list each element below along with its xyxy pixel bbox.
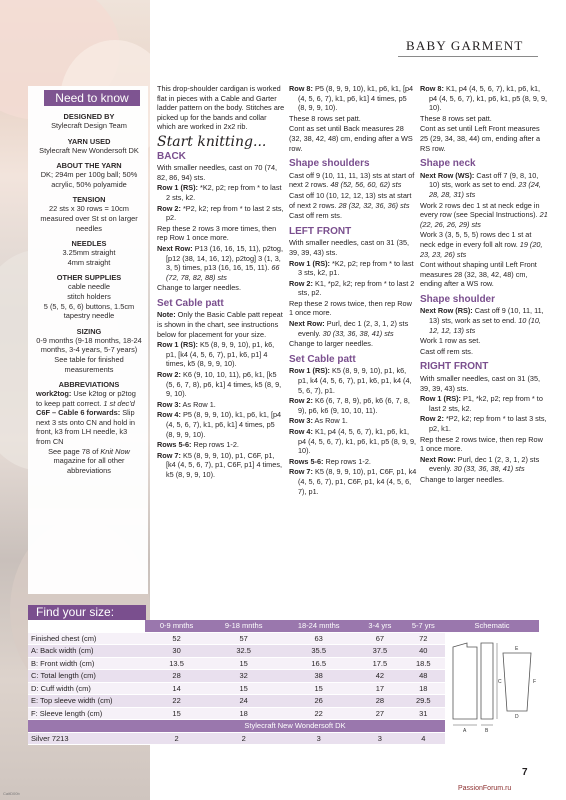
table-row: E: Top sleeve width (cm) 22 24 26 28 29.5 [28,695,539,708]
yarn-used-text: Stylecraft New Wondersoft DK [39,145,139,155]
table-header-row [28,620,539,632]
abbr-see-page: See page 78 of Knit Now magazine for all other abbreviations [48,446,130,475]
cable-row: Row 7: K5 (8, 9, 9, 10), p1, C6F, p1, [k4 (4, 5, 6, 7), p1, C6F, p1] 4 times, k5 (8, 9, 9, 10). [157,450,282,479]
left-front-row: Row 2: K1, *p2, k2; rep from * to last 2 sts, p2. [289,278,415,298]
neck-step: Work 3 (3, 5, 5, 5) rows dec 1 st at neck edge in every foll alt row. 19 (20, 23, 23, 26) sts [420,230,543,259]
back-repeat: Rep these 2 rows 3 more times, then rep Row 1 once more. [157,223,277,243]
designed-by-heading: DESIGNED BY [63,112,115,121]
sizing-heading: SIZING [76,326,102,336]
schematic-cell [445,632,539,745]
left-front-next-row: Next Row: Purl, dec 1 (2, 3, 1, 2) sts evenly. 30 (33, 36, 38, 41) sts [289,319,409,338]
table-row: B: Front width (cm) 13.5 15 16.5 17.5 18.5 [28,657,539,670]
right-front-change-needles: Change to larger needles. [420,474,504,484]
left-front-change-needles: Change to larger needles. [289,339,373,349]
column-1 [157,84,285,481]
shoulder-step: Work 1 row as set. [420,336,481,346]
cable-row: Rows 5-6: Rep rows 1-2. [157,440,239,450]
set-cable-heading-2: Set Cable patt [289,353,356,365]
needles-heading: NEEDLES [71,239,107,249]
yarn-band-label: Stylecraft New Wondersoft DK [145,720,445,733]
sizing-note: See table for finished measurements [54,354,124,374]
col-header: 0-9 mnths [145,620,208,632]
title-rule [398,56,538,57]
right-front-next-row: Next Row: Purl, dec 1 (2, 3, 1, 2) sts evenly. 30 (33, 36, 38, 41) sts [420,454,540,474]
about-yarn-heading: ABOUT THE YARN [56,161,122,171]
designed-by-text: Stylecraft Design Team [51,121,127,130]
sizing-text: 0-9 months (9-18 months, 18-24 months, 3-4 years, 5-7 years) [36,335,142,355]
table-row: Finished chest (cm) 52 57 63 67 72 A B C D E F [28,632,539,645]
table-row: Silver 7213 2 2 3 3 4 [28,732,539,745]
left-front-row: Row 1 (RS): *K2, p2; rep from * to last 3 sts, k2, p1. [289,258,414,278]
col-header: 3-4 yrs [358,620,401,632]
neck-step: Next Row (WS): Cast off 7 (9, 8, 10, 10) sts, work as set to end. 23 (24, 28, 28, 31) sts [420,170,541,199]
neck-step: Cont without shaping until Left Front measures 28 (32, 38, 42, 48) cm, ending after a WS row. [420,260,537,289]
cable-row: Row 8: P5 (8, 9, 9, 10), k1, p6, k1, [p4 (4, 5, 6, 7), k1, p6, k1] 4 times, p5 (8, 9, 9, 10). [289,84,414,113]
left-front-repeat: Rep these 2 rows twice, then rep Row 1 once more. [289,298,412,318]
tension-text: 22 sts x 30 rows = 10cm measured over St st on larger needles [40,204,138,233]
about-yarn-text: DK; 294m per 100g ball; 50% acrylic, 50% polyamide [40,170,138,189]
cable-row: Row 3: As Row 1. [289,416,348,426]
column-3 [420,84,548,486]
schematic-label: C [498,678,502,685]
photo-credit: CaitD00b [3,791,20,796]
section-title: BABY GARMENT [406,38,524,53]
cable-row: Row 4: K1, p4 (4, 5, 6, 7), k1, p6, k1, p4 (4, 5, 6, 7), k1, p6, k1, p5 (8, 9, 9, 10). [289,427,417,456]
supplies-item: stitch holders [67,291,111,301]
cable-row: Row 7: K5 (8, 9, 9, 10), p1, C6F, p1, k4 (4, 5, 6, 7), p1, C6F, p1, k4 (4, 5, 6, 7), p1. [289,467,417,496]
col-header: 9-18 mnths [208,620,279,632]
back-heading: BACK [157,150,186,162]
cable-row: Row 2: K6 (6, 7, 8, 9), p6, k6 (6, 7, 8, 9), p6, k6 (9, 10, 10, 11). [289,396,410,415]
cable-row: Row 1 (RS): K5 (8, 9, 9, 10), p1, k6, p1, k4 (4, 5, 6, 7), p1, k6, p1, k4 (4, 5, 6, 7), p1. [289,366,412,395]
cable-row: Row 4: P5 (8, 9, 9, 10), k1, p6, k1, [p4 (4, 5, 6, 7), k1, p6, k1] 4 times, p5 (8, 9, 9, 10). [157,410,282,439]
abbr-c6f: C6F – Cable 6 forwards: Slip next 3 sts onto CN and hold in front, k3 from LH needle, k3 from CN [36,408,136,447]
cable-row: Row 2: K6 (9, 10, 10, 11), p6, k1, [k5 (5, 6, 7, 8), p6, k1] 4 times, k5 (8, 9, 9, 10). [157,370,282,399]
shoulders-step: Cast off rem sts. [289,211,342,221]
back-row-2: Row 2: *P2, k2; rep from * to last 2 sts, p2. [157,203,284,223]
table-row: A: Back width (cm) 30 32.5 35.5 37.5 40 [28,645,539,658]
neck-step: Work 2 rows dec 1 st at neck edge in every row (see Special Instructions). 21 (22, 26, 26, 29) sts [420,200,548,229]
column-2 [289,84,417,497]
yarn-used-heading: YARN USED [67,136,111,146]
supplies-item: tapestry needle [63,311,115,321]
table-row: C: Total length (cm) 28 32 38 42 48 [28,670,539,683]
schematic-label: A [463,727,467,734]
right-front-repeat: Rep these 2 rows twice, then rep Row 1 once more. [420,434,543,454]
find-your-size-heading: Find your size: [28,605,146,620]
cable-row: Rows 5-6: Rep rows 1-2. [289,456,371,466]
right-front-cast-on: With smaller needles, cast on 31 (35, 39, 39, 43) sts. [420,374,541,393]
patt-set: These 8 rows set patt. [289,113,361,123]
col-header: 18-24 mnths [279,620,358,632]
tension-heading: TENSION [72,195,106,205]
back-change-needles: Change to larger needles. [157,283,241,293]
page-number: 7 [522,767,528,778]
schematic-label: F [533,678,537,685]
abbr-work2tog: work2tog: Use k2tog or p2tog to keep patt correct. 1 st dec'd [36,389,136,408]
intro-text: This drop-shoulder cardigan is worked flat in pieces with a Cable and Garter ladder pattern on the body. Stitches are picked up for the bands and collar which are worked in 2x2 rib. [157,84,285,132]
supplies-item: cable needle [68,282,110,292]
cardigan-schematic [445,633,539,741]
table-row: F: Sleeve length (cm) 15 18 22 27 31 [28,707,539,720]
other-supplies-heading: OTHER SUPPLIES [56,273,122,283]
start-knitting-heading: Start knitting... [157,133,267,150]
back-cast-on: With smaller needles, cast on 70 (74, 82, 86, 94) sts. [157,163,278,182]
right-front-row: Row 1 (RS): P1, *k2, p2; rep from * to last 2 sts, k2. [420,394,543,413]
shoulder-step: Cast off rem sts. [420,346,473,356]
schematic-label: D [515,713,519,720]
need-to-know-heading: Need to know [44,90,140,106]
cont-as-set: Cont as set until Left Front measures 25 (29, 34, 38, 44) cm, ending after a RS row. [420,124,541,153]
cont-as-set: Cont as set until Back measures 28 (32, 38, 42, 48) cm, ending after a WS row. [289,124,413,153]
right-front-row: Row 2: *P2, k2; rep from * to last 3 sts, p2, k1. [420,414,547,433]
schematic-label: E [515,645,519,652]
watermark-site: PassionForum.ru [458,785,512,792]
patt-set: These 8 rows set patt. [420,113,492,123]
size-table [28,620,539,745]
cable-row: Row 8: K1, p4 (4, 5, 6, 7), k1, p6, k1, p4 (4, 5, 6, 7), k1, p6, k1, p5 (8, 9, 9, 10). [420,84,548,113]
cable-row: Row 3: As Row 1. [157,399,216,409]
col-header: 5-7 yrs [402,620,445,632]
need-to-know-panel [28,86,148,594]
shoulder-step: Next Row (RS): Cast off 9 (10, 11, 11, 13) sts, work as set to end. 10 (10, 12, 12, 13) sts [420,306,544,335]
abbreviations-heading: ABBREVIATIONS [58,380,120,390]
left-front-heading: LEFT FRONT [289,225,352,237]
shape-shoulders-heading: Shape shoulders [289,158,370,170]
shoulders-step: Cast off 10 (10, 12, 12, 13) sts at start of next 2 rows. 28 (32, 32, 36, 36) sts [289,190,412,210]
needles-text-1: 3.25mm straight [62,248,116,258]
table-row: D: Cuff width (cm) 14 15 15 17 18 [28,682,539,695]
left-front-cast-on: With smaller needles, cast on 31 (35, 39, 39, 43) sts. [289,238,410,257]
schematic-label: B [485,727,489,734]
needles-text-2: 4mm straight [67,257,111,267]
right-front-heading: RIGHT FRONT [420,361,489,373]
back-next-row: Next Row: P13 (16, 16, 15, 11), p2tog, [p12 (38, 14, 16, 12), p2tog] 3 (1, 3, 3, 5) times, p13 (16, 16, 15, 11). 66 (72, 78, 82, 88) sts [157,243,284,282]
col-header-schematic: Schematic [445,620,539,632]
back-row-1: Row 1 (RS): *K2, p2; rep from * to last 2 sts, k2. [157,183,282,202]
shape-shoulder-heading: Shape shoulder [420,293,496,305]
shoulders-step: Cast off 9 (10, 11, 11, 13) sts at start of next 2 rows. 48 (52, 56, 60, 62) sts [289,170,415,190]
supplies-item: 5 (5, 5, 6, 6) buttons, 1.5cm [43,301,135,311]
shape-neck-heading: Shape neck [420,158,476,170]
cable-note: Note: Only the Basic Cable patt repeat is shown in the chart, see instructions below for placement for your size. [157,310,283,339]
set-cable-heading: Set Cable patt [157,297,224,309]
cable-row: Row 1 (RS): K5 (8, 9, 9, 10), p1, k6, p1, [k4 (4, 5, 6, 7), p1, k6, p1] 4 times, k5 (8, 9, 9, 10). [157,340,275,369]
